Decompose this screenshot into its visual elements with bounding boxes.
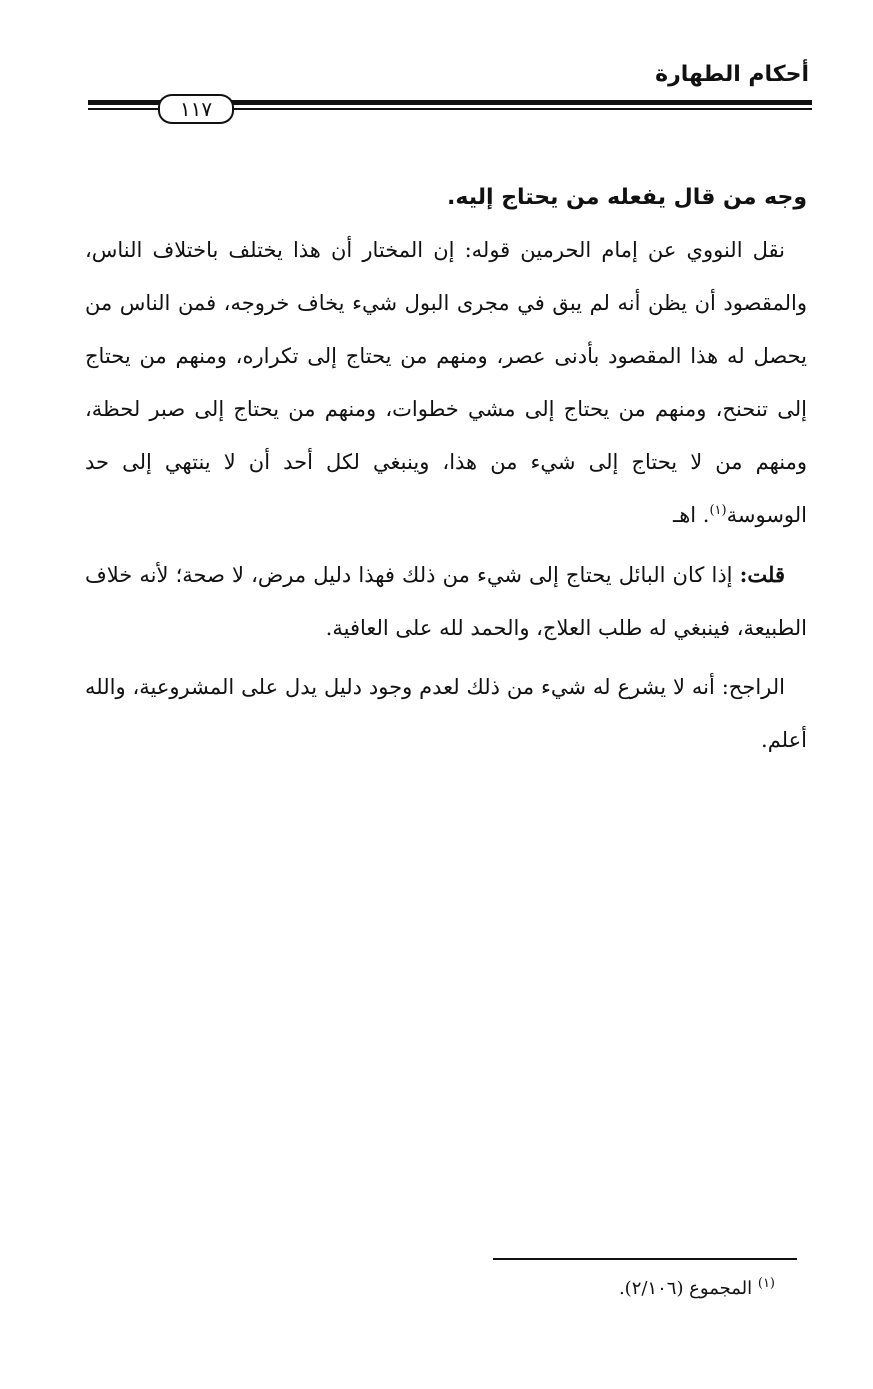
- footnote-marker: (١): [757, 1276, 775, 1291]
- footnote-reference: (١): [709, 503, 727, 518]
- page-number: ١١٧: [158, 94, 234, 124]
- paragraph-text: نقل النووي عن إمام الحرمين قوله: إن المختار أن هذا يختلف باختلاف الناس، والمقصود أن يظن أنه لم يبق في مجرى البول شيء يخاف خروجه، فمن الناس من يحصل له هذا المقصود بأدنى عصر، ومنهم من يحتاج إلى تكراره، ومنهم من يحتاج إلى تنحنح، ومنهم من يحتاج إلى مشي خطوات، ومنهم من يحتاج إلى صبر لحظة، ومنهم من لا يحتاج إلى شيء من هذا، وينبغي لكل أحد أن لا ينتهي إلى حد الوسوسة: [85, 238, 807, 527]
- running-title: أحكام الطهارة: [655, 62, 809, 87]
- header-rule: [88, 96, 812, 120]
- paragraph-tail: . اهـ: [673, 503, 710, 527]
- section-heading: وجه من قال يفعله من يحتاج إليه.: [447, 185, 807, 210]
- footnote-separator: [493, 1258, 797, 1260]
- paragraph-text: إذا كان البائل يحتاج إلى شيء من ذلك فهذا دليل مرض، لا صحة؛ لأنه خلاف الطبيعة، فينبغي له طلب العلاج، والحمد لله على العافية.: [85, 563, 807, 640]
- paragraph-author-comment: [85, 548, 807, 655]
- footnote: [619, 1278, 775, 1299]
- paragraph-conclusion: [85, 661, 807, 767]
- footnote-text: المجموع (٢/١٠٦).: [618, 1278, 758, 1299]
- paragraph-lead: قلت:: [739, 562, 785, 587]
- body-text: [85, 176, 807, 773]
- paragraph-nawawi-quote: [85, 224, 807, 542]
- paragraph-text: الراجح: أنه لا يشرع له شيء من ذلك لعدم وجود دليل يدل على المشروعية، والله أعلم.: [85, 675, 807, 752]
